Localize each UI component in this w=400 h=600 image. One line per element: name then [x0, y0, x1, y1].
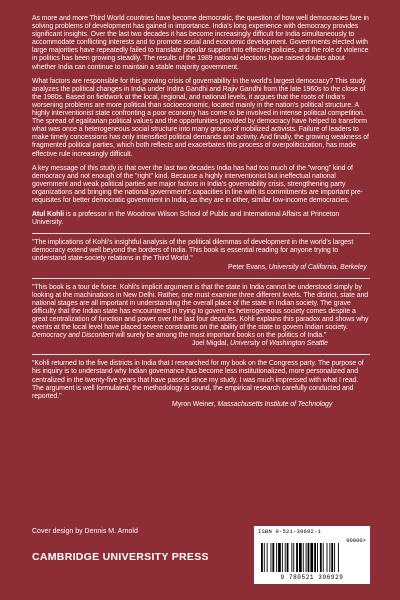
- author-bio-text: is a professor in the Woodrow Wilson School of Public and International Affairs at Princeton University.: [32, 211, 340, 227]
- reviewer-affiliation: Massachusetts Institute of Technology: [217, 400, 333, 408]
- divider: [32, 354, 370, 355]
- review-3: [32, 360, 370, 409]
- back-cover-text: [32, 15, 370, 415]
- barcode-icon: [260, 543, 364, 572]
- publisher-name: CAMBRIDGE UNIVERSITY PRESS: [32, 551, 209, 563]
- barcode-number: 9 780521 396929: [280, 574, 344, 581]
- isbn-barcode-block: [254, 526, 370, 584]
- reviewer-name: Joel Migdal,: [192, 340, 231, 348]
- book-title: Democracy and Discontent: [32, 332, 114, 340]
- isbn-label: ISBN 0-521-39692-1: [258, 528, 322, 535]
- review-text: "The implications of Kohli's insightful analysis of the political dilemmas of development in the world's largest democracy extend well beyond the borders of India. This book is essential reading for anyone trying to understand state-society relations in the Third World.": [32, 239, 354, 263]
- cover-design-credit: Cover design by Dennis M. Arnold: [32, 528, 138, 535]
- review-2: [32, 284, 370, 349]
- reviewer-name: Peter Evans,: [228, 263, 269, 271]
- divider: [32, 278, 370, 279]
- review-text: "Kohli returned to the five districts in India that I researched for my book on the Congress party. The purpose of his inquiry is to understand why Indian governance has become less institutionalized, more personalized and centralized in the twenty-five years that have passed since my study. I was much impressed with what I read. The argument is well formulated, the methodology is sound, the empirical research carefully conducted and reported.": [32, 360, 364, 400]
- reviewer-name: Myron Weiner,: [172, 400, 218, 408]
- blurb-paragraph-3: A key message of this study is that over the last two decades India has had too much of the "wrong" kind of democracy and not enough of the "right" kind. Because a highly interventionist but ineffectual national government and weak political parties are major factors in India's governability crisis, strengthening party organizations and bringing the national government's capacities in line with its commitments are important pre-requisites for better democratic government in India, as they are in other, similar low-income democracies.: [32, 164, 363, 204]
- blurb-paragraph-1: As more and more Third World countries have become democratic, the question of how well democracies fare in solving problems of development has gained in importance. India's long experience with democracy provides significant insights. Over the last two decades it has become increasingly difficult for India simultaneously to accommodate conflicting interests and to promote social and economic development. Governments elected with large majorities have repeatedly failed to translate popular support into effective policies, and the role of violence in politics has been growing steadily. The results of the 1989 national elections have raised doubts about whether India can continue to maintain a stable majority government.: [32, 15, 369, 71]
- reviewer-affiliation: University of California, Berkeley: [268, 263, 367, 271]
- author-bio: [32, 211, 370, 227]
- price-code: 90000>: [346, 537, 366, 544]
- blurb-paragraph-2: What factors are responsible for this growing crisis of governability in the world's largest democracy? This study analyzes the political changes in India under Indira Gandhi and Rajiv Gandhi from the late 1960s to the close of the 1980s. Based on fieldwork at the local, regional, and national levels, it argues that the roots of India's worsening problems are more political than socioeconomic, located mainly in the nation's political structure. A highly interventionist state confronting a poor economy has come to be involved in intense political competition. The spread of egalitarian political values and the opportunities provided by democracy have helped to transform what was once a heterogeneous social structure into many groups of mobilized activists. Failure of leaders to make timely concessions has only intensified political demands and activity. And finally, the growing weakness of fragmented political parties, which both reflects and exacerbates this process of overpoliticization, has made effective rule increasingly difficult.: [32, 77, 369, 158]
- divider: [32, 233, 370, 234]
- reviewer-affiliation: University of Washington Seattle: [230, 340, 328, 348]
- review-attribution: [228, 264, 370, 272]
- author-name: Atul Kohli: [32, 211, 65, 219]
- review-1: [32, 239, 370, 271]
- review-text: "This book is a tour de force. Kohli's implicit argument is that the state in India cannot be understood simply by looking at the machinations in New Delhi. Rather, one must examine three different levels. The district, state and national stages are all important in understanding the overall place of the state in Indian society. The grave difficulty that the Indian state has encountered in trying to govern its heterogeneous society comes despite a great centralization of function and power over the last four decades. Kohli explains this paradox and shows why events at the local level have placed severe constraints on the ability of the state to govern Indian society.: [32, 283, 369, 332]
- review-attribution: [192, 340, 370, 348]
- review-attribution: [172, 401, 370, 409]
- review-text-end: will surely be among the most important books on the politics of India.": [113, 332, 327, 340]
